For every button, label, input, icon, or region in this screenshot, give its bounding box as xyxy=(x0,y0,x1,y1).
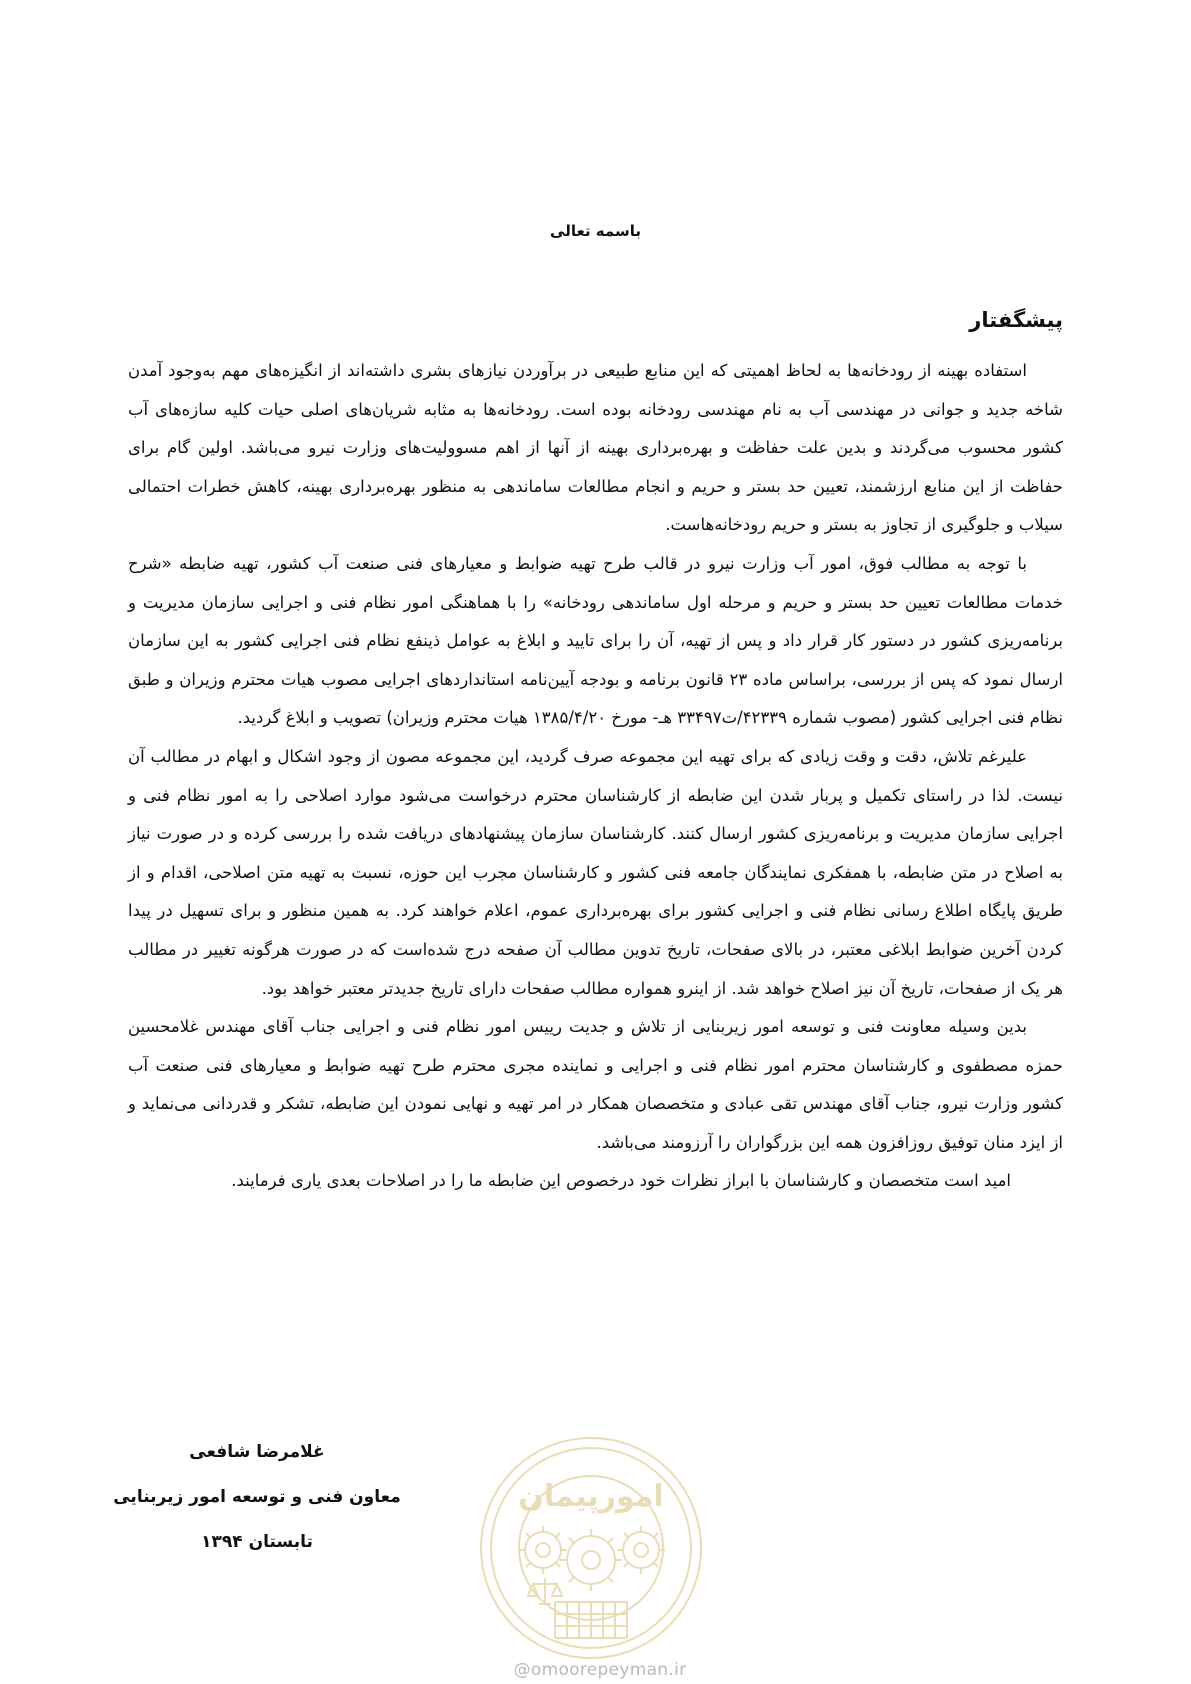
paragraph-1: استفاده بهینه از رودخانه‌ها به لحاظ اهمیتی که این منابع طبیعی در برآوردن نیازهای بشری داشته‌اند از انگیزه‌های مهم به‌وجود آمدن شاخه جدید و جوانی در مهندسی آب به نام مهندسی رودخانه بوده است. رودخانه‌ها به مثابه شریان‌های اصلی حیات کلیه سازه‌های آب کشور محسوب می‌گردند و بدین علت حفاظت و بهره‌برداری بهینه از آنها از اهم مسوولیت‌های وزارت نیرو می‌باشد. اولین گام برای حفاظت از این منابع ارزشمند، تعیین حد بستر و حریم و انجام مطالعات ساماندهی به منظور بهره‌برداری بهینه، کاهش خطرات احتمالی سیلاب و جلوگیری از تجاوز به بستر و حریم رودخانه‌هاست. xyxy=(128,361,1063,535)
signature-date: تابستان ۱۳۹۴ xyxy=(201,1532,313,1552)
watermark-seal xyxy=(475,1432,707,1664)
watermark-url: @omoorepeyman.ir xyxy=(513,1660,687,1680)
signatory-name: غلامرضا شافعی xyxy=(189,1442,325,1462)
signature-block xyxy=(112,1430,402,1565)
grid-pattern xyxy=(555,1602,627,1638)
paragraph-3: علیرغم تلاش، دقت و وقت زیادی که برای تهیه این مجموعه صرف گردید، این مجموعه مصون از وجود اشکال و ابهام در مطالب آن نیست. لذا در راستای تکمیل و پربار شدن این ضابطه از کارشناسان محترم درخواست می‌شود موارد اصلاحی را به امور نظام فنی و اجرایی سازمان مدیریت و برنامه‌ریزی کشور ارسال کنند. کارشناسان سازمان پیشنهادهای دریافت شده را بررسی کرده و در صورت نیاز به اصلاح در متن ضابطه، با همفکری نمایندگان جامعه فنی کشور و کارشناسان مجرب این حوزه، نسبت به تهیه متن اصلاحی، اقدام و از طریق پایگاه اطلاع رسانی نظام فنی و اجرایی کشور برای بهره‌برداری عموم، اعلام خواهند کرد. به همین منظور و برای تسهیل در پیدا کردن آخرین ضوابط ابلاغی معتبر، در بالای صفحات، تاریخ تدوین مطالب آن صفحه درج شده‌است که در صورت هرگونه تغییر در مطالب هر یک از صفحات، تاریخ آن نیز اصلاح خواهد شد. از اینرو همواره مطالب صفحات دارای تاریخ جدیدتر معتبر خواهد بود. xyxy=(128,746,1063,998)
seal-icon xyxy=(481,1438,701,1658)
paragraph-4: بدین وسیله معاونت فنی و توسعه امور زیربنایی از تلاش و جدیت رییس امور نظام فنی و اجرایی جناب آقای مهندس غلامحسین حمزه مصطفوی و کارشناسان محترم امور نظام فنی و اجرایی و نماینده مجری محترم طرح تهیه ضوابط و معیارهای فنی صنعت آب کشور وزارت نیرو، جناب آقای مهندس تقی عبادی و متخصصان همکار در امر تهیه و نهایی نمودن این ضابطه، تشکر و قدردانی می‌نماید و از ایزد منان توفیق روزافزون همه این بزرگواران را آرزومند می‌باشد. xyxy=(128,1017,1063,1152)
signatory-title: معاون فنی و توسعه امور زیربنایی xyxy=(113,1487,401,1507)
gear-icon xyxy=(617,1526,665,1574)
page-title: پیشگفتار xyxy=(969,308,1063,332)
gear-icon xyxy=(560,1529,622,1591)
seal-text: امورپیمان xyxy=(518,1479,664,1514)
foreword-body xyxy=(128,352,1063,1201)
paragraph-2: با توجه به مطالب فوق، امور آب وزارت نیرو در قالب طرح تهیه ضوابط و معیارهای فنی صنعت آب کشور، تهیه ضابطه «شرح خدمات مطالعات تعیین حد بستر و حریم و مرحله اول ساماندهی رودخانه» را با هماهنگی امور نظام فنی و اجرایی سازمان مدیریت و برنامه‌ریزی کشور در دستور کار قرار داد و پس از تهیه، آن را برای تایید و ابلاغ به عوامل ذینفع نظام فنی اجرایی کشور به این سازمان ارسال نمود که پس از بررسی، براساس ماده ۲۳ قانون برنامه و بودجه آیین‌نامه استانداردهای اجرایی مصوب هیات محترم وزیران و طبق نظام فنی اجرایی کشور (مصوب شماره ۴۲۳۳۹/ت۳۳۴۹۷ هـ- مورخ ۱۳۸۵/۴/۲۰ هیات محترم وزیران) تصویب و ابلاغ گردید. xyxy=(128,553,1064,728)
gear-icon xyxy=(519,1526,567,1574)
basmala-title: باسمه تعالی xyxy=(550,222,641,240)
closing-paragraph: امید است متخصصان و کارشناسان با ابراز نظرات خود درخصوص این ضابطه ما را در اصلاحات بعدی یاری فرمایند. xyxy=(231,1171,1011,1191)
